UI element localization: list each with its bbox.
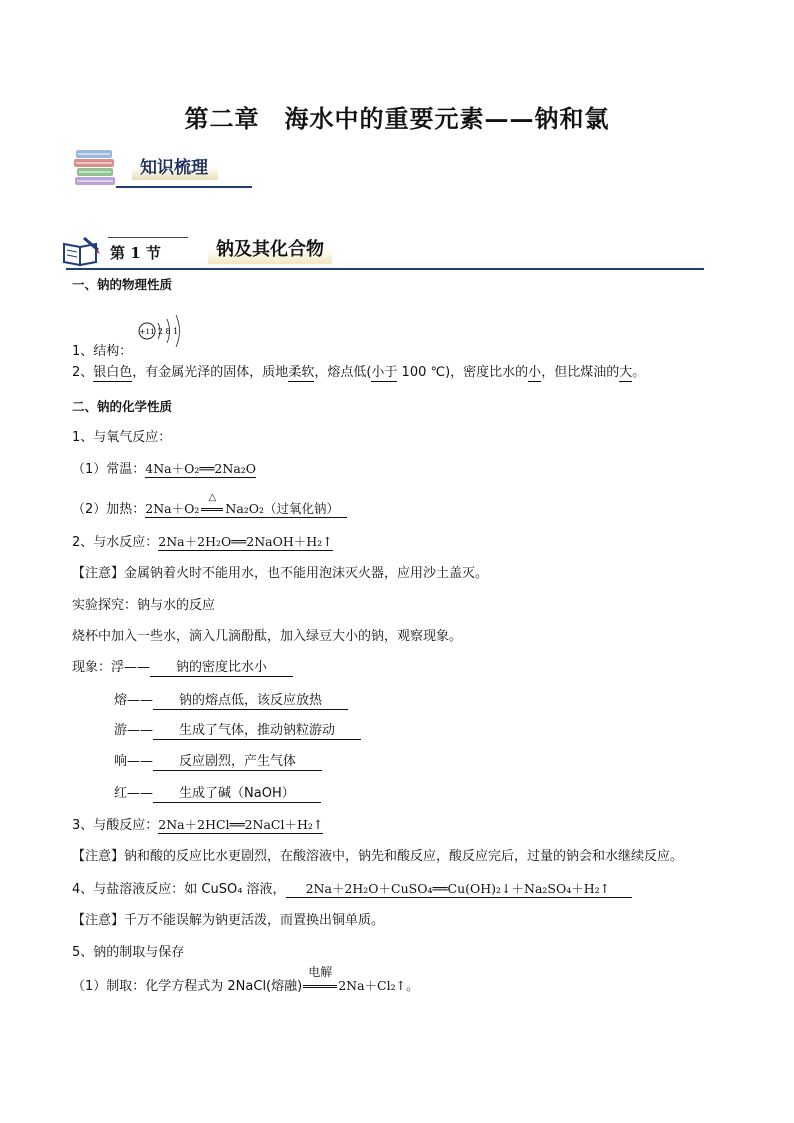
- phenomenon-row: [114, 692, 348, 710]
- oxygen-reaction-label: 1、与氧气反应：: [72, 430, 172, 445]
- phenomenon-value: 生成了碱（NaOH）: [153, 786, 321, 803]
- normal-temperature-line: [72, 460, 256, 479]
- note-tag: 【注意】: [72, 913, 125, 928]
- props-big: 大: [619, 365, 633, 380]
- note-tag: 【注意】: [72, 566, 125, 581]
- props-end: 。: [632, 365, 646, 380]
- section-banner: 知识梳理: [132, 151, 218, 180]
- note-text: 金属钠着火时不能用水，也不能用泡沫灭火器，应用沙土盖灭。: [124, 566, 489, 581]
- experiment-description: 烧杯中加入一些水，滴入几滴酚酞，加入绿豆大小的钠，观察现象。: [72, 629, 463, 644]
- atom-shells-text: 2 8 1: [157, 327, 179, 336]
- preparation-label: （1）制取：化学方程式为 2NaCl(熔融): [72, 979, 303, 994]
- experiment-title: 实验探究：钠与水的反应: [72, 598, 216, 613]
- section-title: 钠及其化合物: [208, 232, 332, 264]
- note-text: 千万不能误解为钠更活泼，而置换出铜单质。: [124, 913, 385, 928]
- electrolysis-condition: 电解: [308, 965, 333, 979]
- note-salt: [72, 912, 384, 930]
- props-mid3: 100 ℃)，密度比水的: [397, 365, 529, 380]
- phenomenon-key: 浮——: [111, 660, 151, 675]
- acid-equation: 2Na＋2HCl══2NaCl＋H₂↑: [158, 817, 324, 832]
- section-number: 第 1 节: [110, 244, 161, 262]
- phenomenon-value: 钠的密度比水小: [150, 660, 293, 677]
- salt-reaction-line: [72, 880, 632, 899]
- heading-chemical-properties: 二、钠的化学性质: [72, 399, 173, 414]
- phenomenon-key: 熔——: [114, 693, 154, 708]
- phenomenon-value: 生成了气体，推动钠粒游动: [153, 723, 361, 740]
- props-less-than: 小于: [371, 365, 398, 380]
- phenomenon-key: 响——: [114, 754, 154, 769]
- acid-reaction-line: [72, 816, 323, 835]
- banner-underline: [116, 186, 252, 188]
- normal-equation: 4Na＋O₂══2Na₂O: [145, 461, 257, 476]
- phenomenon-key: 游——: [114, 723, 154, 738]
- props-mid1: ，有金属光泽的固体，质地: [132, 365, 289, 380]
- note-acid: [72, 848, 683, 866]
- section-number-overline: [108, 237, 188, 238]
- physical-properties-line: [72, 364, 645, 382]
- phenomenon-row: [114, 722, 361, 740]
- structure-label: 1、结构：: [72, 344, 133, 359]
- water-label: 2、与水反应：: [72, 535, 159, 550]
- props-soft: 柔软: [288, 365, 315, 380]
- heating-line: [72, 492, 347, 519]
- phenomenon-row: [72, 659, 293, 677]
- phenomenon-row: [114, 785, 321, 803]
- salt-label: 4、与盐溶液反应：如 CuSO₄ 溶液，: [72, 882, 286, 897]
- water-equation: 2Na＋2H₂O══2NaOH＋H₂↑: [158, 534, 333, 549]
- normal-label: （1）常温：: [72, 462, 146, 477]
- heading-physical-properties: 一、钠的物理性质: [72, 277, 173, 292]
- heating-equation: 2Na＋O₂ △ Na₂O₂（过氧化钠）: [145, 501, 347, 518]
- books-icon: [72, 146, 132, 190]
- phenomenon-value: 反应剧烈，产生气体: [153, 754, 322, 771]
- preparation-products: 2Na＋Cl₂↑。: [338, 978, 419, 993]
- open-book-pen-icon: [62, 234, 102, 268]
- phenomenon-key: 红——: [114, 786, 154, 801]
- heat-symbol: △: [208, 492, 217, 503]
- salt-equation: 2Na＋2H₂O＋CuSO₄══Cu(OH)₂↓＋Na₂SO₄＋H₂↑: [286, 881, 633, 898]
- heating-label: （2）加热：: [72, 502, 146, 517]
- preparation-line: [72, 965, 419, 996]
- note-text: 钠和酸的反应比水更剧烈，在酸溶液中，钠先和酸反应，酸反应完后，过量的钠会和水继续反应。: [124, 849, 684, 864]
- phenomena-prefix: 现象：: [72, 660, 112, 675]
- preparation-heading: 5、钠的制取与保存: [72, 945, 185, 960]
- props-color: 银白色: [93, 365, 133, 380]
- acid-label: 3、与酸反应：: [72, 818, 159, 833]
- sodium-atom-diagram: [136, 313, 184, 349]
- note-fire: [72, 565, 488, 583]
- props-prefix: 2、: [72, 365, 94, 380]
- page-title: 第二章 海水中的重要元素——钠和氯: [184, 104, 610, 133]
- water-reaction-line: [72, 533, 333, 552]
- props-mid2: ，熔点低(: [314, 365, 372, 380]
- props-small: 小: [528, 365, 542, 380]
- atom-nucleus-text: +11: [139, 327, 155, 336]
- note-tag: 【注意】: [72, 849, 125, 864]
- phenomenon-row: [114, 753, 322, 771]
- section-rule: [66, 268, 704, 270]
- props-mid4: ，但比煤油的: [541, 365, 620, 380]
- phenomenon-value: 钠的熔点低，该反应放热: [153, 693, 348, 710]
